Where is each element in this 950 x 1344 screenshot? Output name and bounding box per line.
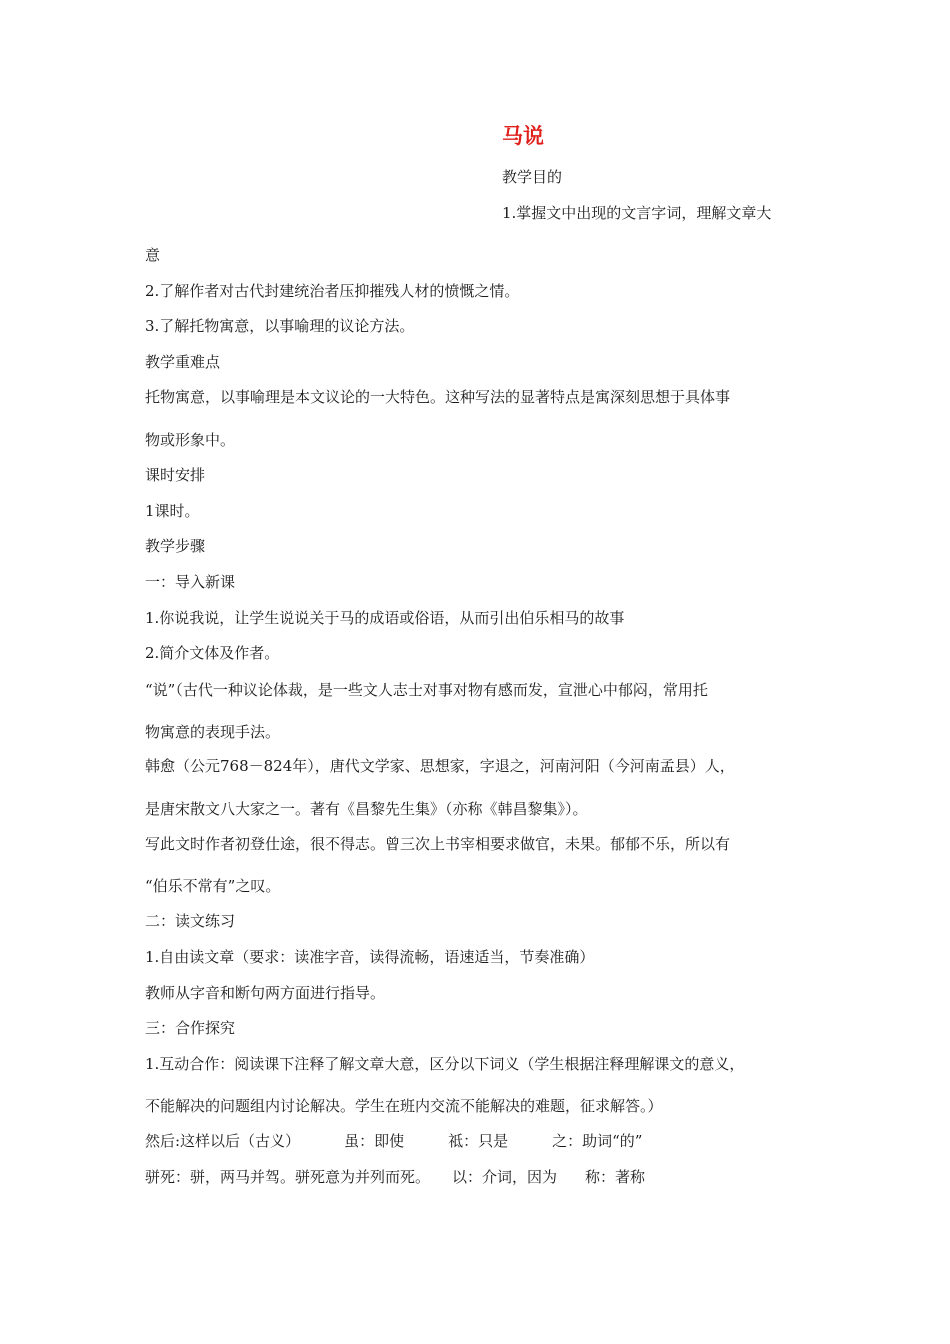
author-line-1: 韩愈（公元768－824年），唐代文学家、思想家，字退之，河南河阳（今河南孟县）人， (145, 757, 735, 775)
step1-heading: 一：导入新课 (145, 573, 236, 591)
step2-item-2: 教师从字音和断句两方面进行指导。 (145, 984, 386, 1002)
objective-3: 3.了解托物寓意，以事喻理的议论方法。 (145, 317, 415, 335)
step1-item-1: 1.你说我说，让学生说说关于马的成语或俗语，从而引出伯乐相马的故事 (145, 609, 625, 627)
steps-heading: 教学步骤 (145, 537, 206, 555)
step2-heading: 二：读文练习 (145, 912, 236, 930)
vocab-term: 以：介词，因为 (452, 1168, 558, 1186)
keypoints-line-1: 托物寓意，以事喻理是本文议论的一大特色。这种写法的显著特点是寓深刻思想于具体事 (145, 388, 731, 406)
objective-1-line-2: 意 (145, 246, 161, 264)
keypoints-line-2: 物或形象中。 (145, 431, 236, 449)
objective-2: 2.了解作者对古代封建统治者压抑摧残人材的愤慨之情。 (145, 282, 520, 300)
vocab-term: 骈死：骈，两马并驾。骈死意为并列而死。 (145, 1168, 431, 1186)
step3-heading: 三：合作探究 (145, 1019, 236, 1037)
vocab-row-1 (145, 1131, 642, 1151)
step3-item-1-line-1: 1.互动合作：阅读课下注释了解文章大意，区分以下词义（学生根据注释理解课文的意义， (145, 1055, 745, 1073)
objective-1-line-1: 1.掌握文中出现的文言字词，理解文章大 (502, 204, 772, 222)
step1-item-2: 2.简介文体及作者。 (145, 644, 280, 662)
keypoints-heading: 教学重难点 (145, 353, 221, 371)
author-line-2: 是唐宋散文八大家之一。著有《昌黎先生集》（亦称《韩昌黎集》）。 (145, 800, 588, 818)
vocab-term: 之：助词“的” (552, 1132, 643, 1150)
vocab-term: 虽：即使 (344, 1132, 405, 1150)
document-title: 马说 (502, 124, 544, 148)
vocab-term: 称：著称 (585, 1168, 646, 1186)
objectives-heading: 教学目的 (502, 168, 563, 186)
vocab-term: 祗：只是 (448, 1132, 509, 1150)
schedule-text: 1课时。 (145, 502, 200, 520)
vocab-row-2 (145, 1167, 645, 1187)
genre-line-2: 物寓意的表现手法。 (145, 723, 281, 741)
background-line-1: 写此文时作者初登仕途，很不得志。曾三次上书宰相要求做官，未果。郁郁不乐，所以有 (145, 835, 731, 853)
schedule-heading: 课时安排 (145, 466, 206, 484)
genre-line-1: “说”（古代一种议论体裁，是一些文人志士对事对物有感而发，宣泄心中郁闷，常用托 (145, 681, 708, 699)
step3-item-1-line-2: 不能解决的问题组内讨论解决。学生在班内交流不能解决的难题，征求解答。） (145, 1097, 663, 1115)
step2-item-1: 1.自由读文章（要求：读准字音，读得流畅，语速适当，节奏准确） (145, 948, 595, 966)
vocab-term: 然后:这样以后（古义） (145, 1132, 301, 1150)
background-line-2: “伯乐不常有”之叹。 (145, 877, 281, 895)
